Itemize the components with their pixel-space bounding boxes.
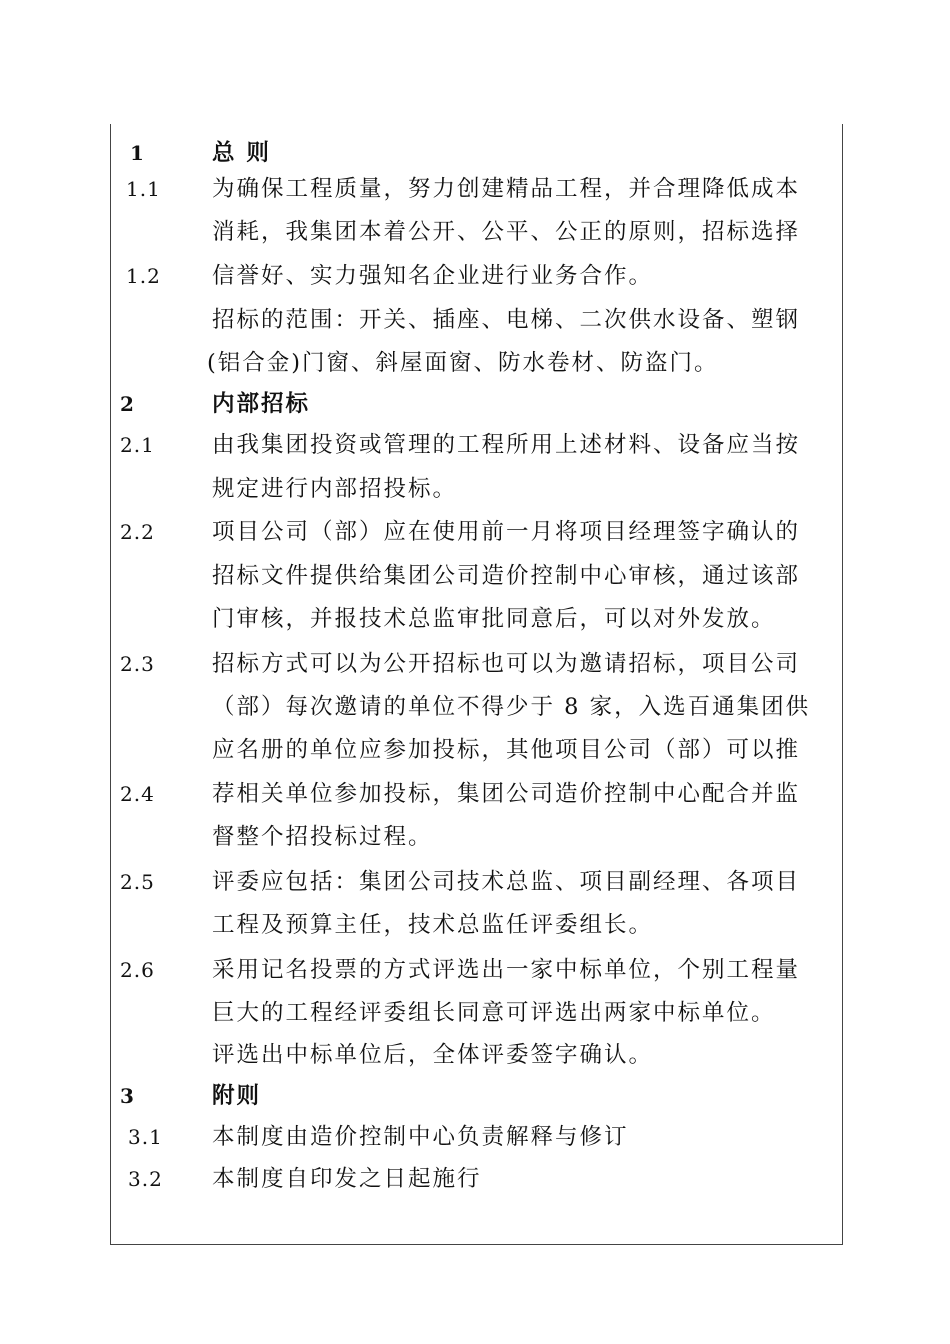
clause-text-line: 工程及预算主任，技术总监任评委组长。 xyxy=(212,912,654,938)
clause-text-line: 本制度由造价控制中心负责解释与修订 xyxy=(212,1124,629,1150)
clause-number: 2.6 xyxy=(120,958,155,982)
clause-number: 1.1 xyxy=(126,177,161,201)
section-1-title: 总 则 xyxy=(212,140,271,166)
clause-text-line: 信誉好、实力强知名企业进行业务合作。 xyxy=(212,263,654,289)
clause-text-line: 督整个招投标过程。 xyxy=(212,824,433,850)
clause-text-line: 评委应包括：集团公司技术总监、项目副经理、各项目 xyxy=(212,869,801,895)
clause-text-line: (铝合金)门窗、斜屋面窗、防水卷材、防盗门。 xyxy=(207,350,719,376)
clause-text-line: 消耗，我集团本着公开、公平、公正的原则，招标选择 xyxy=(212,219,801,245)
clause-number: 2.3 xyxy=(120,652,155,676)
clause-number: 3.2 xyxy=(128,1167,163,1191)
section-2-number: 2 xyxy=(120,392,135,416)
clause-number: 2.1 xyxy=(120,433,155,457)
clause-text-line: 荐相关单位参加投标，集团公司造价控制中心配合并监 xyxy=(212,781,801,807)
clause-text-line: 招标文件提供给集团公司造价控制中心审核，通过该部 xyxy=(212,563,801,589)
section-1-number: 1 xyxy=(130,141,145,165)
clause-text-line: 招标的范围：开关、插座、电梯、二次供水设备、塑钢 xyxy=(212,307,801,333)
clause-number: 2.4 xyxy=(120,782,155,806)
clause-text-line: 规定进行内部招投标。 xyxy=(212,476,458,502)
clause-text-line: 招标方式可以为公开招标也可以为邀请招标，项目公司 xyxy=(212,651,801,677)
clause-number: 1.2 xyxy=(126,264,161,288)
clause-text-line: 应名册的单位应参加投标，其他项目公司（部）可以推 xyxy=(212,737,801,763)
clause-text-line: （部）每次邀请的单位不得少于 8 家，入选百通集团供 xyxy=(212,694,811,720)
section-2-title: 内部招标 xyxy=(212,391,311,417)
document-border xyxy=(110,124,843,1245)
clause-text-line: 采用记名投票的方式评选出一家中标单位，个别工程量 xyxy=(212,957,801,983)
clause-number: 3.1 xyxy=(128,1125,163,1149)
clause-text-line: 为确保工程质量，努力创建精品工程，并合理降低成本 xyxy=(212,176,801,202)
clause-text-line: 由我集团投资或管理的工程所用上述材料、设备应当按 xyxy=(212,432,801,458)
section-3-number: 3 xyxy=(120,1084,135,1108)
section-3-title: 附则 xyxy=(212,1083,262,1109)
clause-number: 2.2 xyxy=(120,520,155,544)
clause-number: 2.5 xyxy=(120,870,155,894)
clause-text-line: 本制度自印发之日起施行 xyxy=(212,1166,482,1192)
clause-text-line: 巨大的工程经评委组长同意可评选出两家中标单位。 xyxy=(212,1000,776,1026)
clause-text-line: 评选出中标单位后，全体评委签字确认。 xyxy=(212,1042,654,1068)
clause-text-line: 项目公司（部）应在使用前一月将项目经理签字确认的 xyxy=(212,519,801,545)
clause-text-line: 门审核，并报技术总监审批同意后，可以对外发放。 xyxy=(212,606,776,632)
